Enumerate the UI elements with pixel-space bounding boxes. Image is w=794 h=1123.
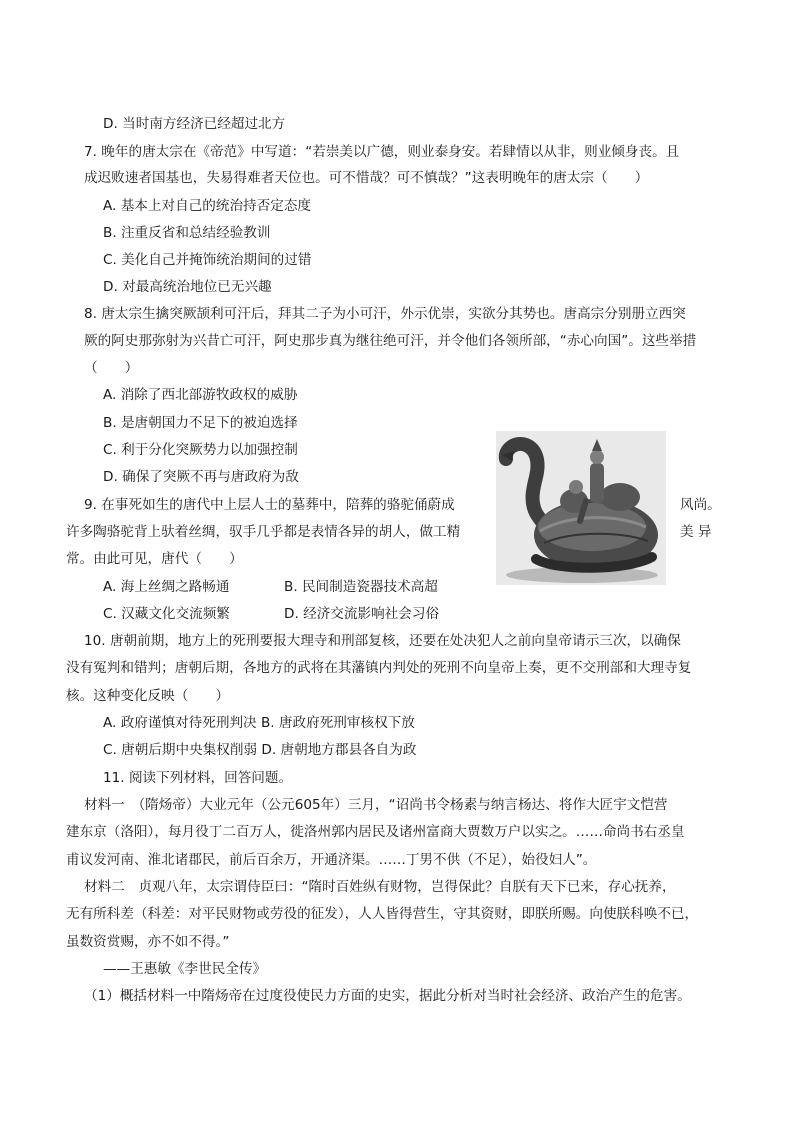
q9-option-a: A. 海上丝绸之路畅通 <box>103 579 230 595</box>
q11-material2-line2: 无有所科差（科差：对平民财物或劳役的征发），人人皆得营生，守其资财，即朕所赐。向使朕科唤不已， <box>66 906 699 922</box>
q10-options-row2: C. 唐朝后期中央集权削弱 D. 唐朝地方郡县各自为政 <box>103 742 417 758</box>
q9-option-b: B. 民间制造瓷器技术高超 <box>284 579 438 595</box>
q8-option-b: B. 是唐朝国力不足下的被迫选择 <box>103 415 298 431</box>
q11-material1-line2: 建东京（洛阳），每月役丁二百万人，徙洛州郭内居民及诸州富商大贾数万户以实之。……命尚书右丞皇 <box>66 824 685 840</box>
q9-option-d: D. 经济交流影响社会习俗 <box>284 606 440 622</box>
q9-stem-line1-right: 风尚。 <box>680 497 721 513</box>
q10-stem-line1: 10. 唐朝前期，地方上的死刑要报大理寺和刑部复核，还要在处决犯人之前向皇帝请示三次，以确保 <box>84 633 681 649</box>
q8-stem-line1: 8. 唐太宗生擒突厥颉利可汗后，拜其二子为小可汗，外示优崇，实欲分其势也。唐高宗分别册立西突 <box>84 306 686 322</box>
q8-option-d: D. 确保了突厥不再与唐政府为敌 <box>103 469 299 485</box>
q9-stem-line1-left: 9. 在事死如生的唐代中上层人士的墓葬中，陪葬的骆驼俑蔚成 <box>84 497 455 513</box>
q11-stem: 11. 阅读下列材料，回答问题。 <box>103 770 293 786</box>
q9-stem-line3: 常。由此可见，唐代（ ） <box>66 551 243 567</box>
q11-material1-line1: 材料一 （隋炀帝）大业元年（公元605年）三月，“诏尚书令杨素与纳言杨达、将作大匠宇文恺营 <box>84 797 668 813</box>
q11-material2-line3: 虽数资赏赐，亦不如不得。” <box>66 934 230 950</box>
q8-stem-line2: 厥的阿史那弥射为兴昔亡可汗，阿史那步真为继往绝可汗，并令他们各领所部，“赤心向国”。这些举措 <box>84 333 697 349</box>
q8-stem-line3: （ ） <box>84 360 139 376</box>
q7-option-d: D. 对最高统治地位已无兴趣 <box>103 279 272 295</box>
q8-option-c: C. 利于分化突厥势力以加强控制 <box>103 442 298 458</box>
q10-stem-line2: 没有冤判和错判；唐朝后期，各地方的武将在其藩镇内判处的死刑不向皇帝上奏，更不交刑部和大理寺复 <box>66 660 692 676</box>
q7-option-b: B. 注重反省和总结经验教训 <box>103 225 271 241</box>
q7-stem-line1: 7. 晚年的唐太宗在《帝范》中写道：“若崇美以广德，则业泰身安。若肆情以从非，则业倾身丧。且 <box>84 144 680 160</box>
q6-option-d: D. 当时南方经济已经超过北方 <box>103 116 286 132</box>
q7-option-a: A. 基本上对自己的统治持否定态度 <box>103 198 312 214</box>
q9-stem-line2-left: 许多陶骆驼背上驮着丝绸，驭手几乎都是表情各异的胡人，做工精 <box>66 524 461 540</box>
q10-stem-line3: 核。这种变化反映（ ） <box>66 688 230 704</box>
q11-source: ——王惠敏《李世民全传》 <box>103 961 267 977</box>
q11-material2-line1: 材料二 贞观八年，太宗谓侍臣曰：“隋时百姓纵有财物，岂得保此？自朕有天下已来，存心抚养， <box>84 879 676 895</box>
camel-figurine-photo <box>496 431 666 585</box>
q9-option-c: C. 汉藏文化交流频繁 <box>103 606 230 622</box>
q9-stem-line2-right: 美 异 <box>680 524 712 540</box>
camel-figurine-image <box>496 431 666 585</box>
q7-stem-line2: 成迟败速者国基也，失易得难者天位也。可不惜哉？可不慎哉？”这表明晚年的唐太宗（ ） <box>84 170 649 186</box>
q10-options-row1: A. 政府谨慎对待死刑判决 B. 唐政府死刑审核权下放 <box>103 715 415 731</box>
q11-material1-line3: 甫议发河南、淮北诸郡民，前后百余万，开通济渠。……丁男不供（不足），始役妇人”。 <box>66 852 597 868</box>
q8-option-a: A. 消除了西北部游牧政权的威胁 <box>103 387 298 403</box>
q7-option-c: C. 美化自己并掩饰统治期间的过错 <box>103 252 312 268</box>
q11-subquestion-1: （1）概括材料一中隋炀帝在过度役使民力方面的史实，据此分析对当时社会经济、政治产生的危害。 <box>84 988 691 1004</box>
